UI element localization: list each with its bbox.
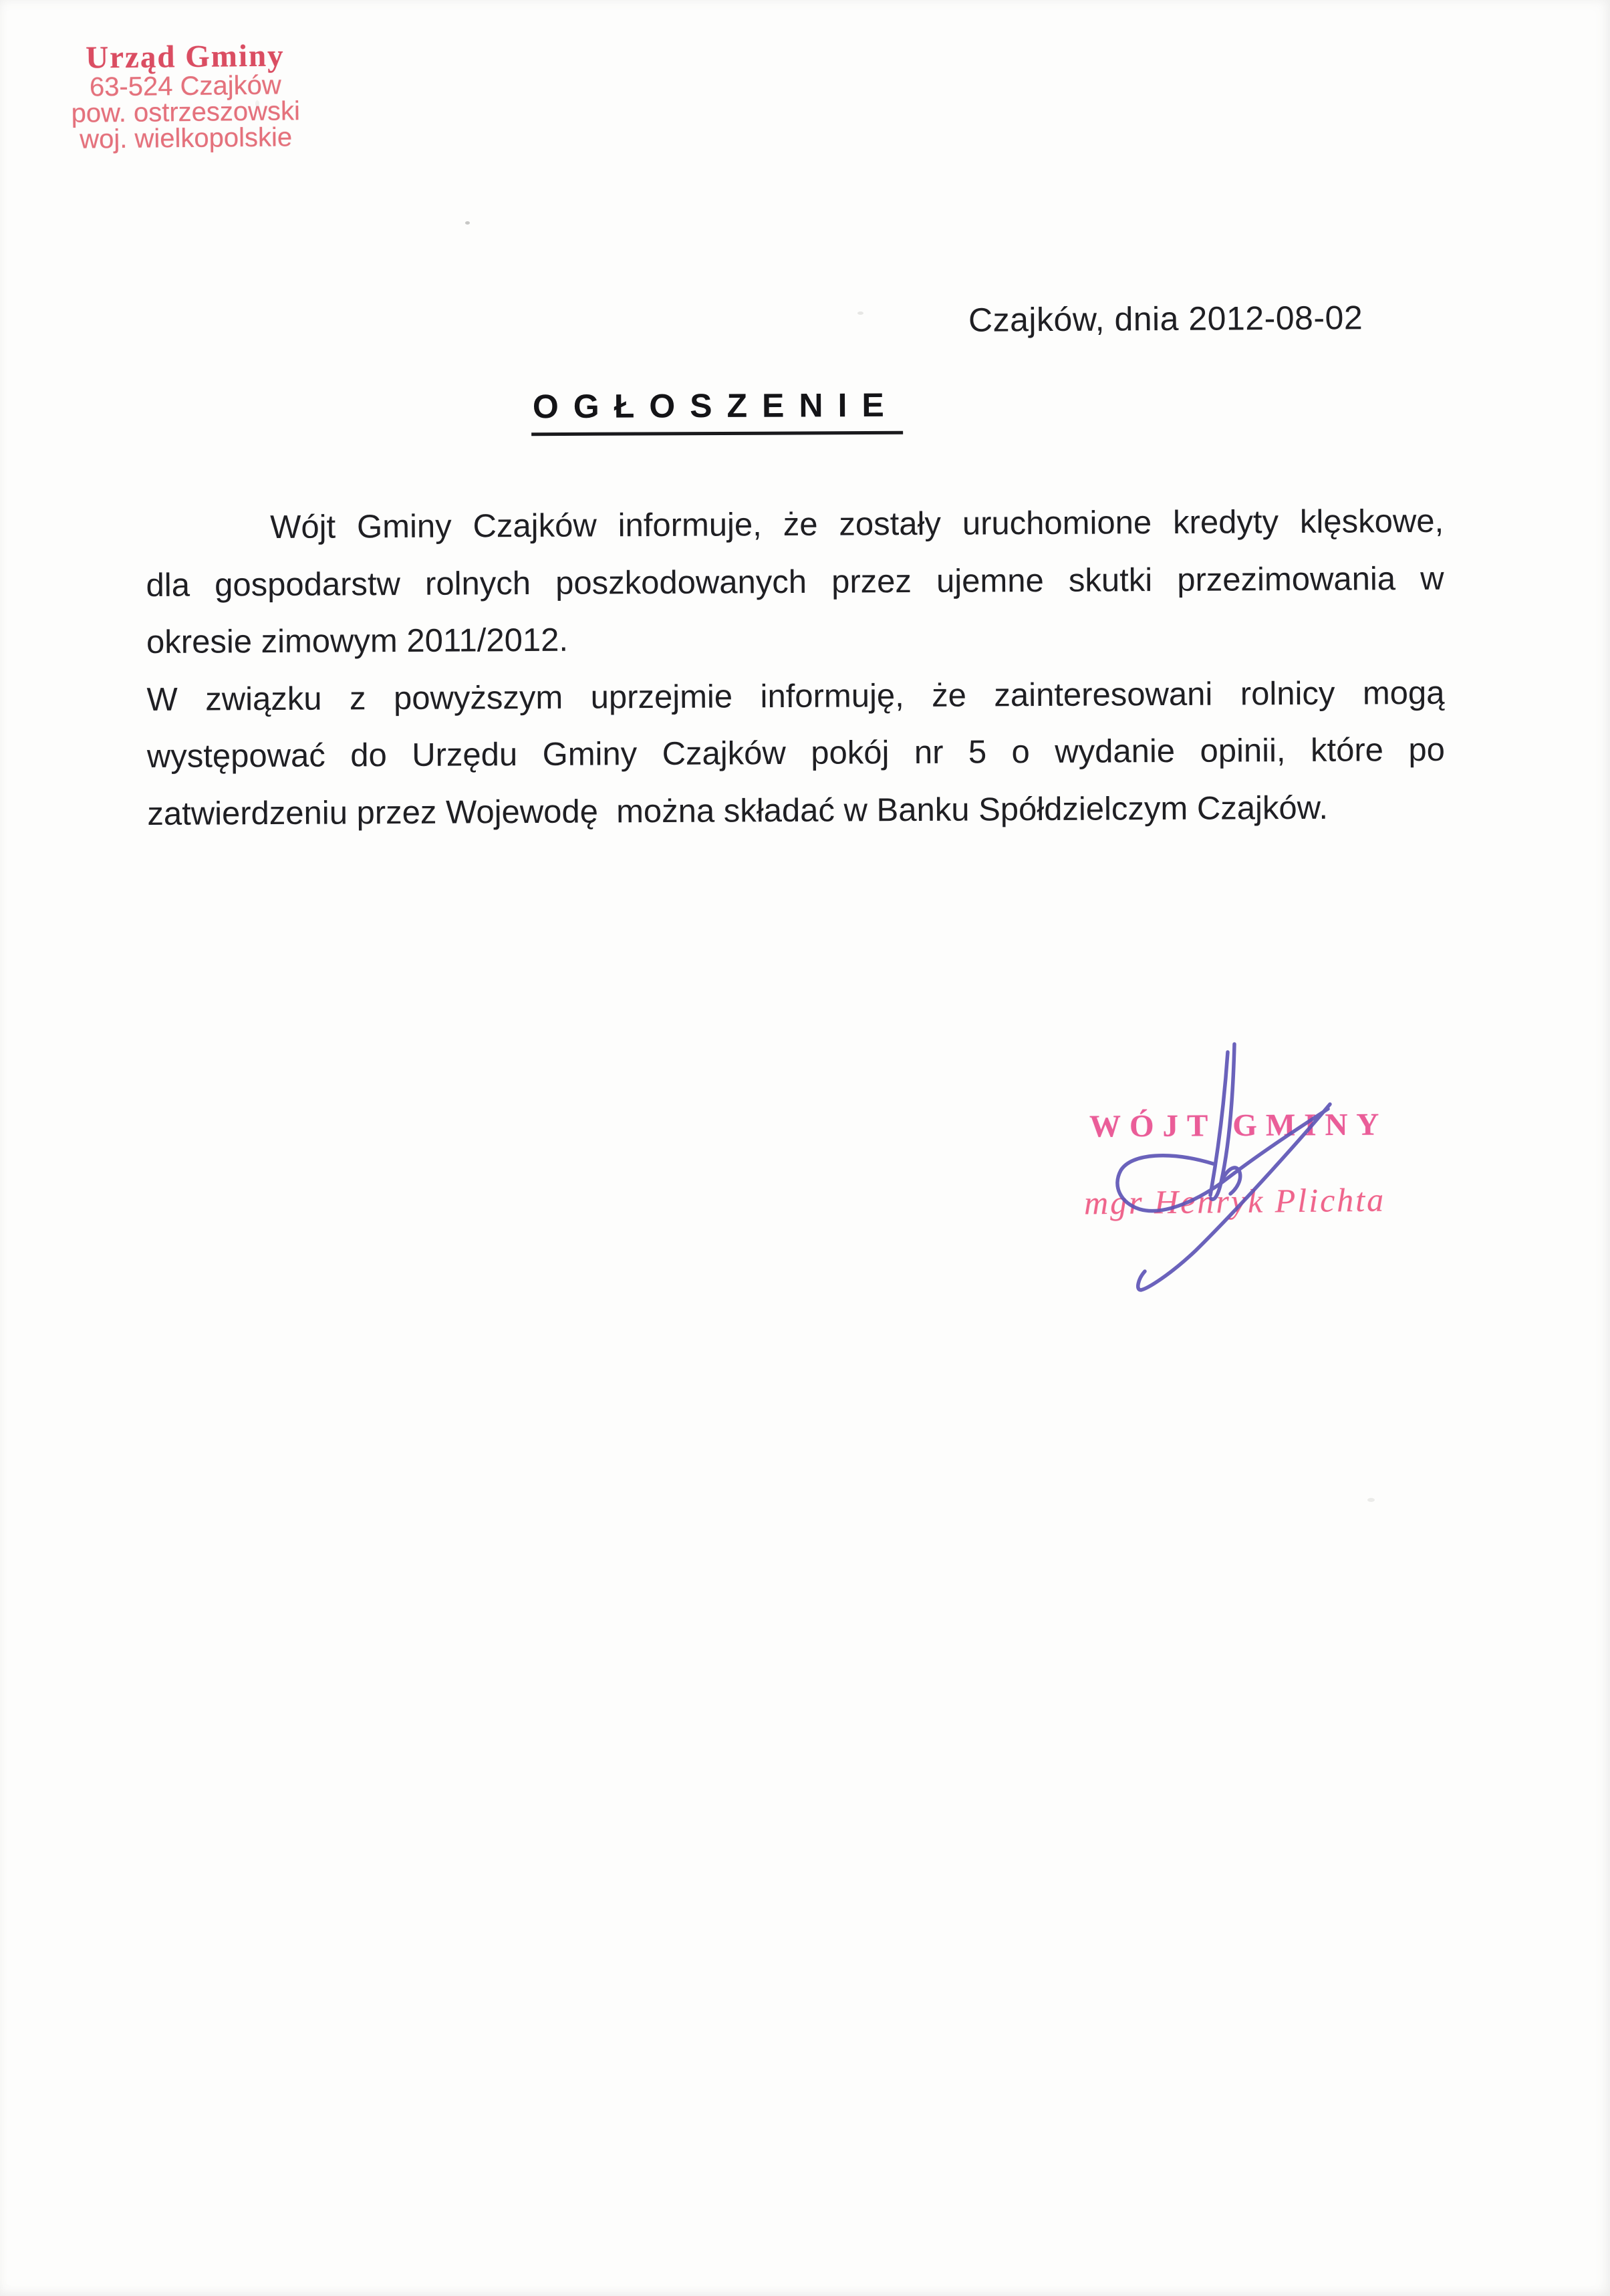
stamp-voivodeship: woj. wielkopolskie (79, 122, 293, 154)
office-stamp (70, 39, 301, 153)
body-line: zatwierdzeniu przez Wojewodę można składać w Banku Spółdzielczym Czajków. (147, 789, 1329, 832)
scan-speck (857, 311, 863, 315)
body-line: występować do Urzędu Gminy Czajków pokój nr 5 o wydanie opinii, które po (146, 731, 1446, 775)
stamp-district: pow. ostrzeszowski (71, 96, 301, 128)
body-line: dla gospodarstw rolnych poszkodowanych przez ujemne skutki przezimowania w (146, 560, 1444, 604)
handwritten-signature-ink (1069, 1009, 1363, 1317)
body-line: okresie zimowym 2011/2012. (146, 622, 569, 660)
scan-speck (465, 221, 470, 225)
stamp-office-name: Urząd Gminy (85, 38, 285, 76)
scan-speck (255, 100, 259, 107)
stamp-postal-code: 63-524 Czajków (89, 70, 281, 102)
announcement-body (146, 503, 1446, 852)
signature-name-stamp: mgr Henryk Plichta (1083, 1180, 1386, 1222)
scan-speck (1367, 1498, 1375, 1502)
place-and-date: Czajków, dnia 2012-08-02 (968, 299, 1363, 339)
signature-role-stamp: WÓJT GMINY (1089, 1107, 1388, 1144)
body-line: W związku z powyższym uprzejmie informuję, że zainteresowani rolnicy mogą (146, 674, 1445, 718)
body-line: Wójt Gminy Czajków informuje, że zostały uruchomione kredyty klęskowe, (270, 503, 1444, 546)
announcement-title: OGŁOSZENIE (531, 386, 903, 436)
